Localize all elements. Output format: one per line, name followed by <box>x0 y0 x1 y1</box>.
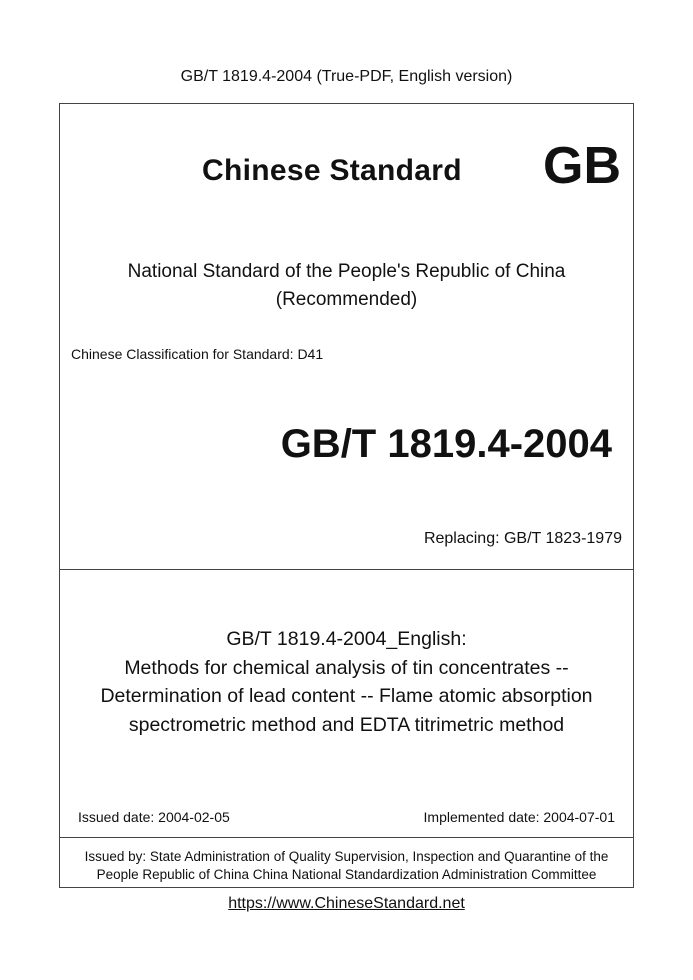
national-standard-heading <box>60 258 633 314</box>
document-title-line: Methods for chemical analysis of tin concentrates -- <box>124 656 569 679</box>
classification-text: Chinese Classification for Standard: D41 <box>71 346 324 362</box>
issuer-text <box>60 848 633 884</box>
document-title-line: spectrometric method and EDTA titrimetric method <box>128 713 565 736</box>
national-standard-line: National Standard of the People's Republic of China <box>127 261 566 282</box>
issued-date: Issued date: 2004-02-05 <box>78 809 230 825</box>
implemented-date: Implemented date: 2004-07-01 <box>423 809 615 825</box>
replacing-text: Replacing: GB/T 1823-1979 <box>423 530 622 547</box>
cover-title-section <box>60 570 633 838</box>
cover-top-section <box>60 104 633 570</box>
standard-number: GB/T 1819.4-2004 <box>280 422 612 466</box>
cover-issuer-section <box>60 838 633 887</box>
document-title-line: GB/T 1819.4-2004_English: <box>226 628 467 650</box>
document-title-line: Determination of lead content -- Flame atomic absorption <box>100 685 593 707</box>
cover-frame <box>59 103 634 888</box>
document-title <box>60 625 633 739</box>
issuer-line: People Republic of China China National Standardization Administration Committee <box>96 867 597 882</box>
page-header: GB/T 1819.4-2004 (True-PDF, English version) <box>180 68 513 85</box>
recommended-line: (Recommended) <box>275 289 418 310</box>
website-link[interactable]: https://www.ChineseStandard.net <box>228 895 465 912</box>
standard-label: Chinese Standard <box>202 154 462 187</box>
gb-mark: GB <box>543 137 621 195</box>
issuer-line: Issued by: State Administration of Quality Supervision, Inspection and Quarantine of the <box>84 849 609 864</box>
